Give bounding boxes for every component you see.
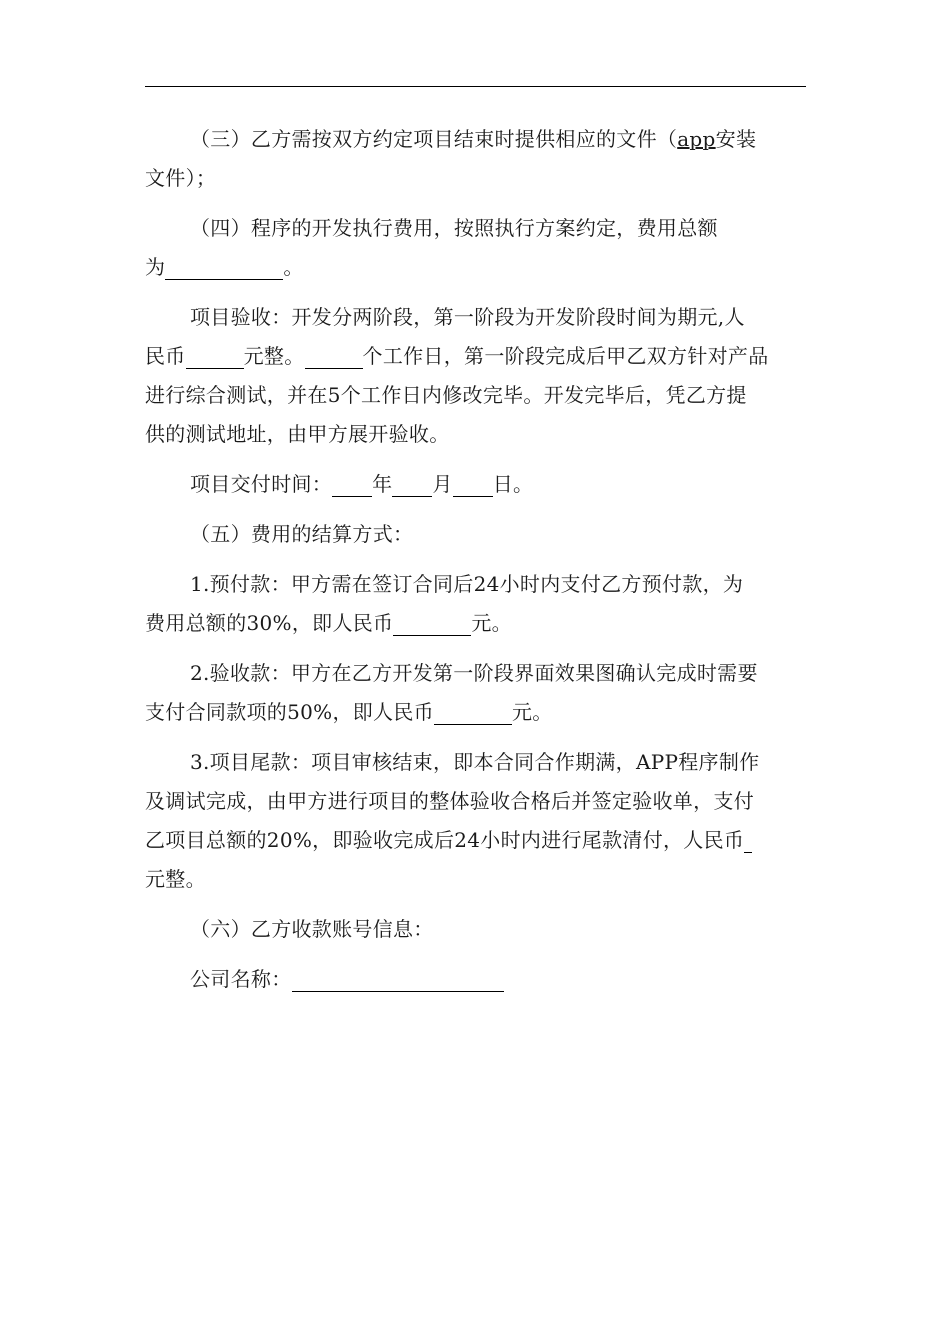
payment-1 (145, 565, 806, 643)
clause-4-line-1: （四）程序的开发执行费用，按照执行方案约定，费用总额 (190, 216, 718, 240)
payment-2 (145, 654, 806, 732)
company-name-line: 公司名称： (145, 960, 806, 999)
final-payment-blank (744, 830, 752, 853)
month-blank (392, 474, 432, 497)
payment-2-line-1: 2.验收款：甲方在乙方开发第一阶段界面效果图确认完成时需要 (190, 661, 758, 685)
clause-5-heading: （五）费用的结算方式： (190, 522, 414, 546)
acceptance-paragraph (145, 298, 806, 454)
clause-6 (145, 910, 806, 949)
payment-3-line-1: 3.项目尾款：项目审核结束，即本合同合作期满，APP程序制作 (190, 750, 760, 774)
payment-3 (145, 743, 806, 899)
delivery-line: 项目交付时间： 年 月 日。 (190, 472, 534, 496)
prepayment-blank (393, 613, 471, 636)
clause-6-heading: （六）乙方收款账号信息： (190, 917, 434, 941)
clause-5 (145, 515, 806, 554)
payment-3-line-3: 乙项目总额的20%，即验收完成后24小时内进行尾款清付，人民币 (145, 821, 806, 860)
document-body (145, 120, 806, 1010)
delivery-time (145, 465, 806, 504)
amount-blank (186, 346, 244, 369)
payment-1-line-1: 1.预付款：甲方需在签订合同后24小时内支付乙方预付款，为 (190, 572, 744, 596)
fee-total-blank (165, 257, 283, 280)
company-name-blank (292, 969, 504, 992)
clause-3-line-1: （三）乙方需按双方约定项目结束时提供相应的文件（app安装 (190, 127, 757, 151)
clause-3-line-2: 文件）； (145, 166, 217, 190)
company-name (145, 960, 806, 999)
acceptance-line-4: 供的测试地址，由甲方展开验收。 (145, 422, 450, 446)
acceptance-payment-blank (434, 702, 512, 725)
clause-4-line-2: 为 。 (145, 255, 304, 279)
clause-4 (145, 209, 806, 287)
payment-2-line-2: 支付合同款项的50%，即人民币 元。 (145, 700, 553, 724)
header-rule (145, 86, 806, 87)
workdays-blank (305, 346, 363, 369)
app-text: app (677, 127, 716, 151)
payment-1-line-2: 费用总额的30%，即人民币 元。 (145, 611, 512, 635)
acceptance-line-3: 进行综合测试，并在5个工作日内修改完毕。开发完毕后，凭乙方提 (145, 383, 747, 407)
payment-3-line-4: 元整。 (145, 867, 206, 891)
day-blank (453, 474, 493, 497)
year-blank (332, 474, 372, 497)
acceptance-line-1: 项目验收：开发分两阶段，第一阶段为开发阶段时间为期元,人 (190, 305, 745, 329)
acceptance-line-2: 民币 元整。 个工作日，第一阶段完成后甲乙双方针对产品 (145, 344, 769, 368)
payment-3-line-2: 及调试完成，由甲方进行项目的整体验收合格后并签定验收单，支付 (145, 789, 754, 813)
clause-3 (145, 120, 806, 198)
